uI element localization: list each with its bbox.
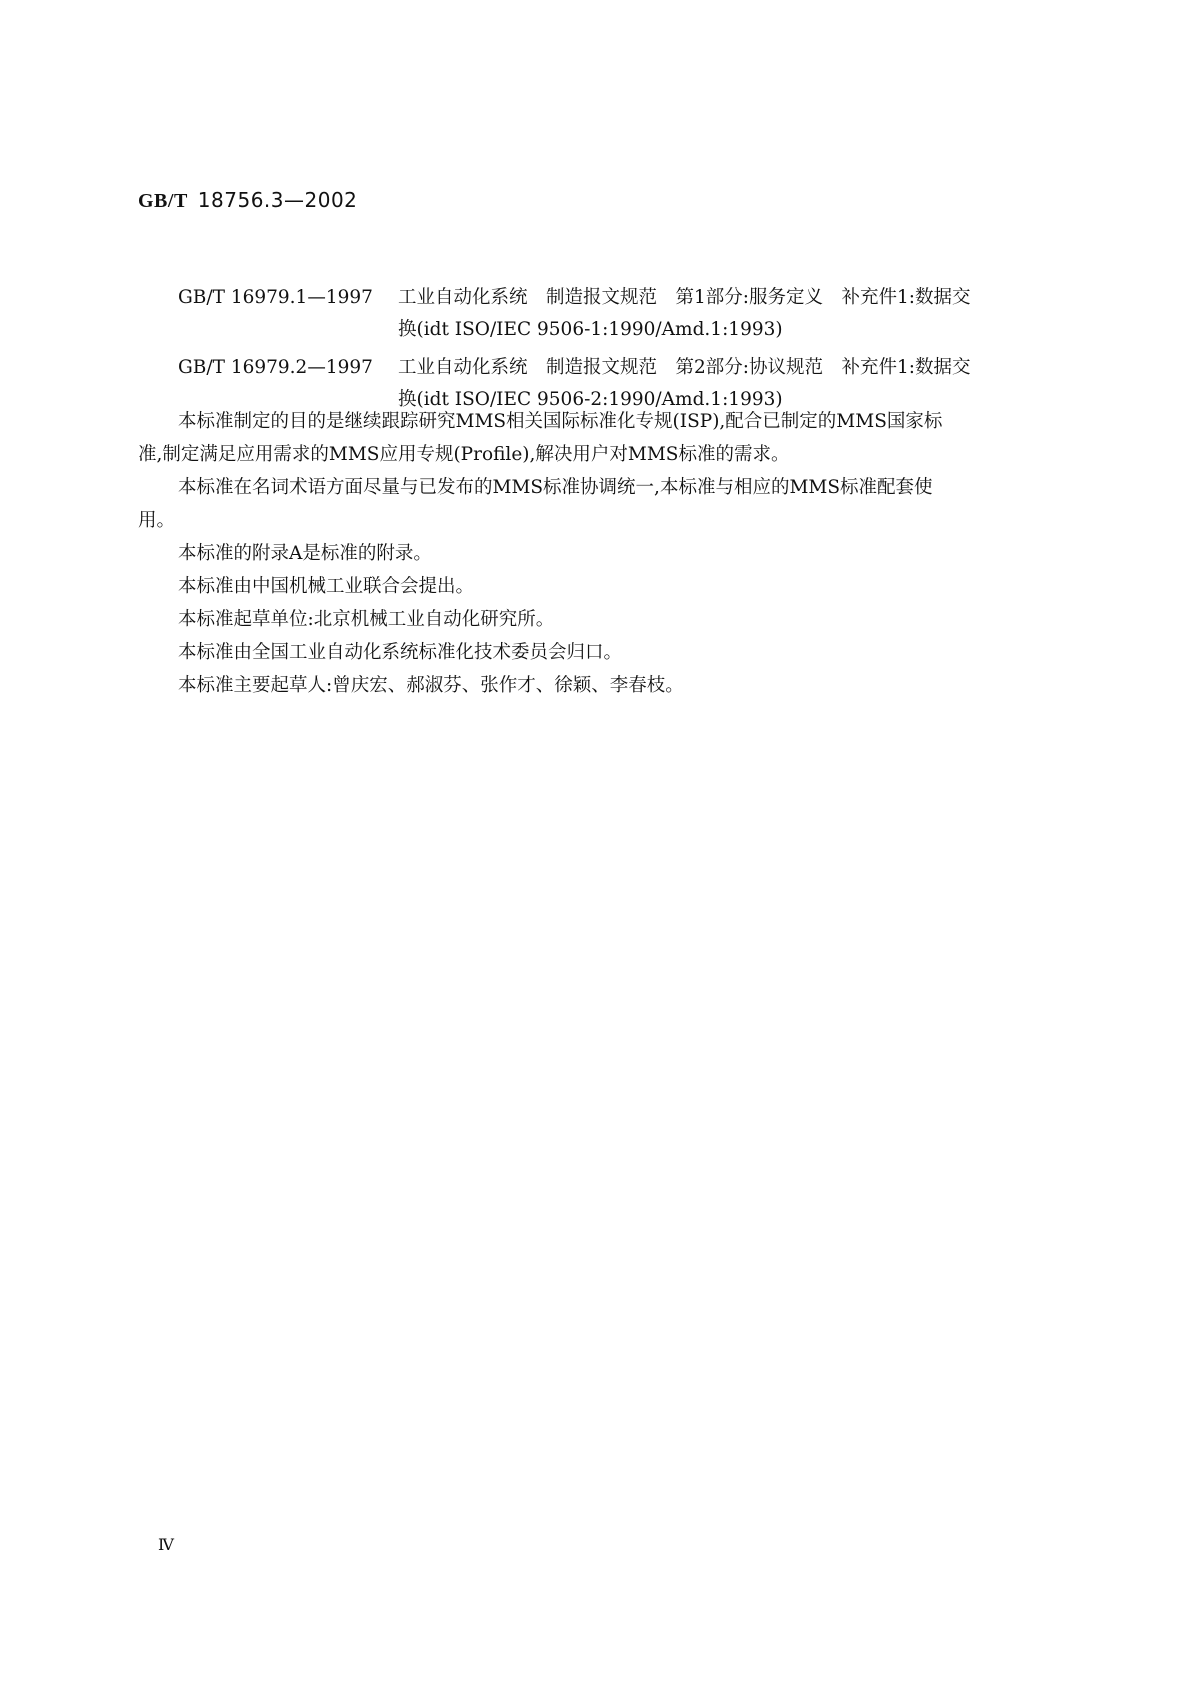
- paragraph-line: 本标准制定的目的是继续跟踪研究MMS相关国际标准化专规(ISP),配合已制定的MMS国家标: [178, 411, 943, 432]
- reference-code: GB/T 16979.2—1997: [178, 357, 373, 378]
- reference-list: [178, 282, 1058, 422]
- reference-title-line: 工业自动化系统 制造报文规范 第2部分:协议规范 补充件1:数据交: [398, 357, 971, 378]
- reference-item: [178, 282, 1058, 346]
- paragraph-drafters: 本标准主要起草人:曾庆宏、郝淑芬、张作才、徐颖、李春枝。: [178, 675, 684, 696]
- paragraph-line: 准,制定满足应用需求的MMS应用专规(Profile),解决用户对MMS标准的需求。: [138, 444, 790, 465]
- reference-title-line: 工业自动化系统 制造报文规范 第1部分:服务定义 补充件1:数据交: [398, 287, 971, 308]
- paragraph-line: 本标准在名词术语方面尽量与已发布的MMS标准协调统一,本标准与相应的MMS标准配套使: [178, 477, 933, 498]
- standard-prefix: GB/T: [138, 190, 188, 212]
- reference-code: GB/T 16979.1—1997: [178, 287, 373, 308]
- paragraph-purpose: [138, 405, 1058, 471]
- reference-title: [398, 282, 1058, 346]
- paragraph-drafting-unit: 本标准起草单位:北京机械工业自动化研究所。: [178, 609, 555, 630]
- reference-title-line: 换(idt ISO/IEC 9506-2:1990/Amd.1:1993): [398, 389, 783, 410]
- standard-header: [138, 188, 357, 213]
- paragraph-committee: 本标准由全国工业自动化系统标准化技术委员会归口。: [178, 642, 623, 663]
- reference-title-line: 换(idt ISO/IEC 9506-1:1990/Amd.1:1993): [398, 319, 783, 340]
- paragraph-proposer: 本标准由中国机械工业联合会提出。: [178, 576, 475, 597]
- paragraph-appendix: 本标准的附录A是标准的附录。: [178, 543, 432, 564]
- foreword-body: [138, 405, 1058, 702]
- paragraph-terminology: [138, 471, 1058, 537]
- standard-number: 18756.3—2002: [197, 188, 358, 212]
- paragraph-line: 用。: [138, 510, 176, 531]
- page-number: Ⅳ: [158, 1535, 174, 1554]
